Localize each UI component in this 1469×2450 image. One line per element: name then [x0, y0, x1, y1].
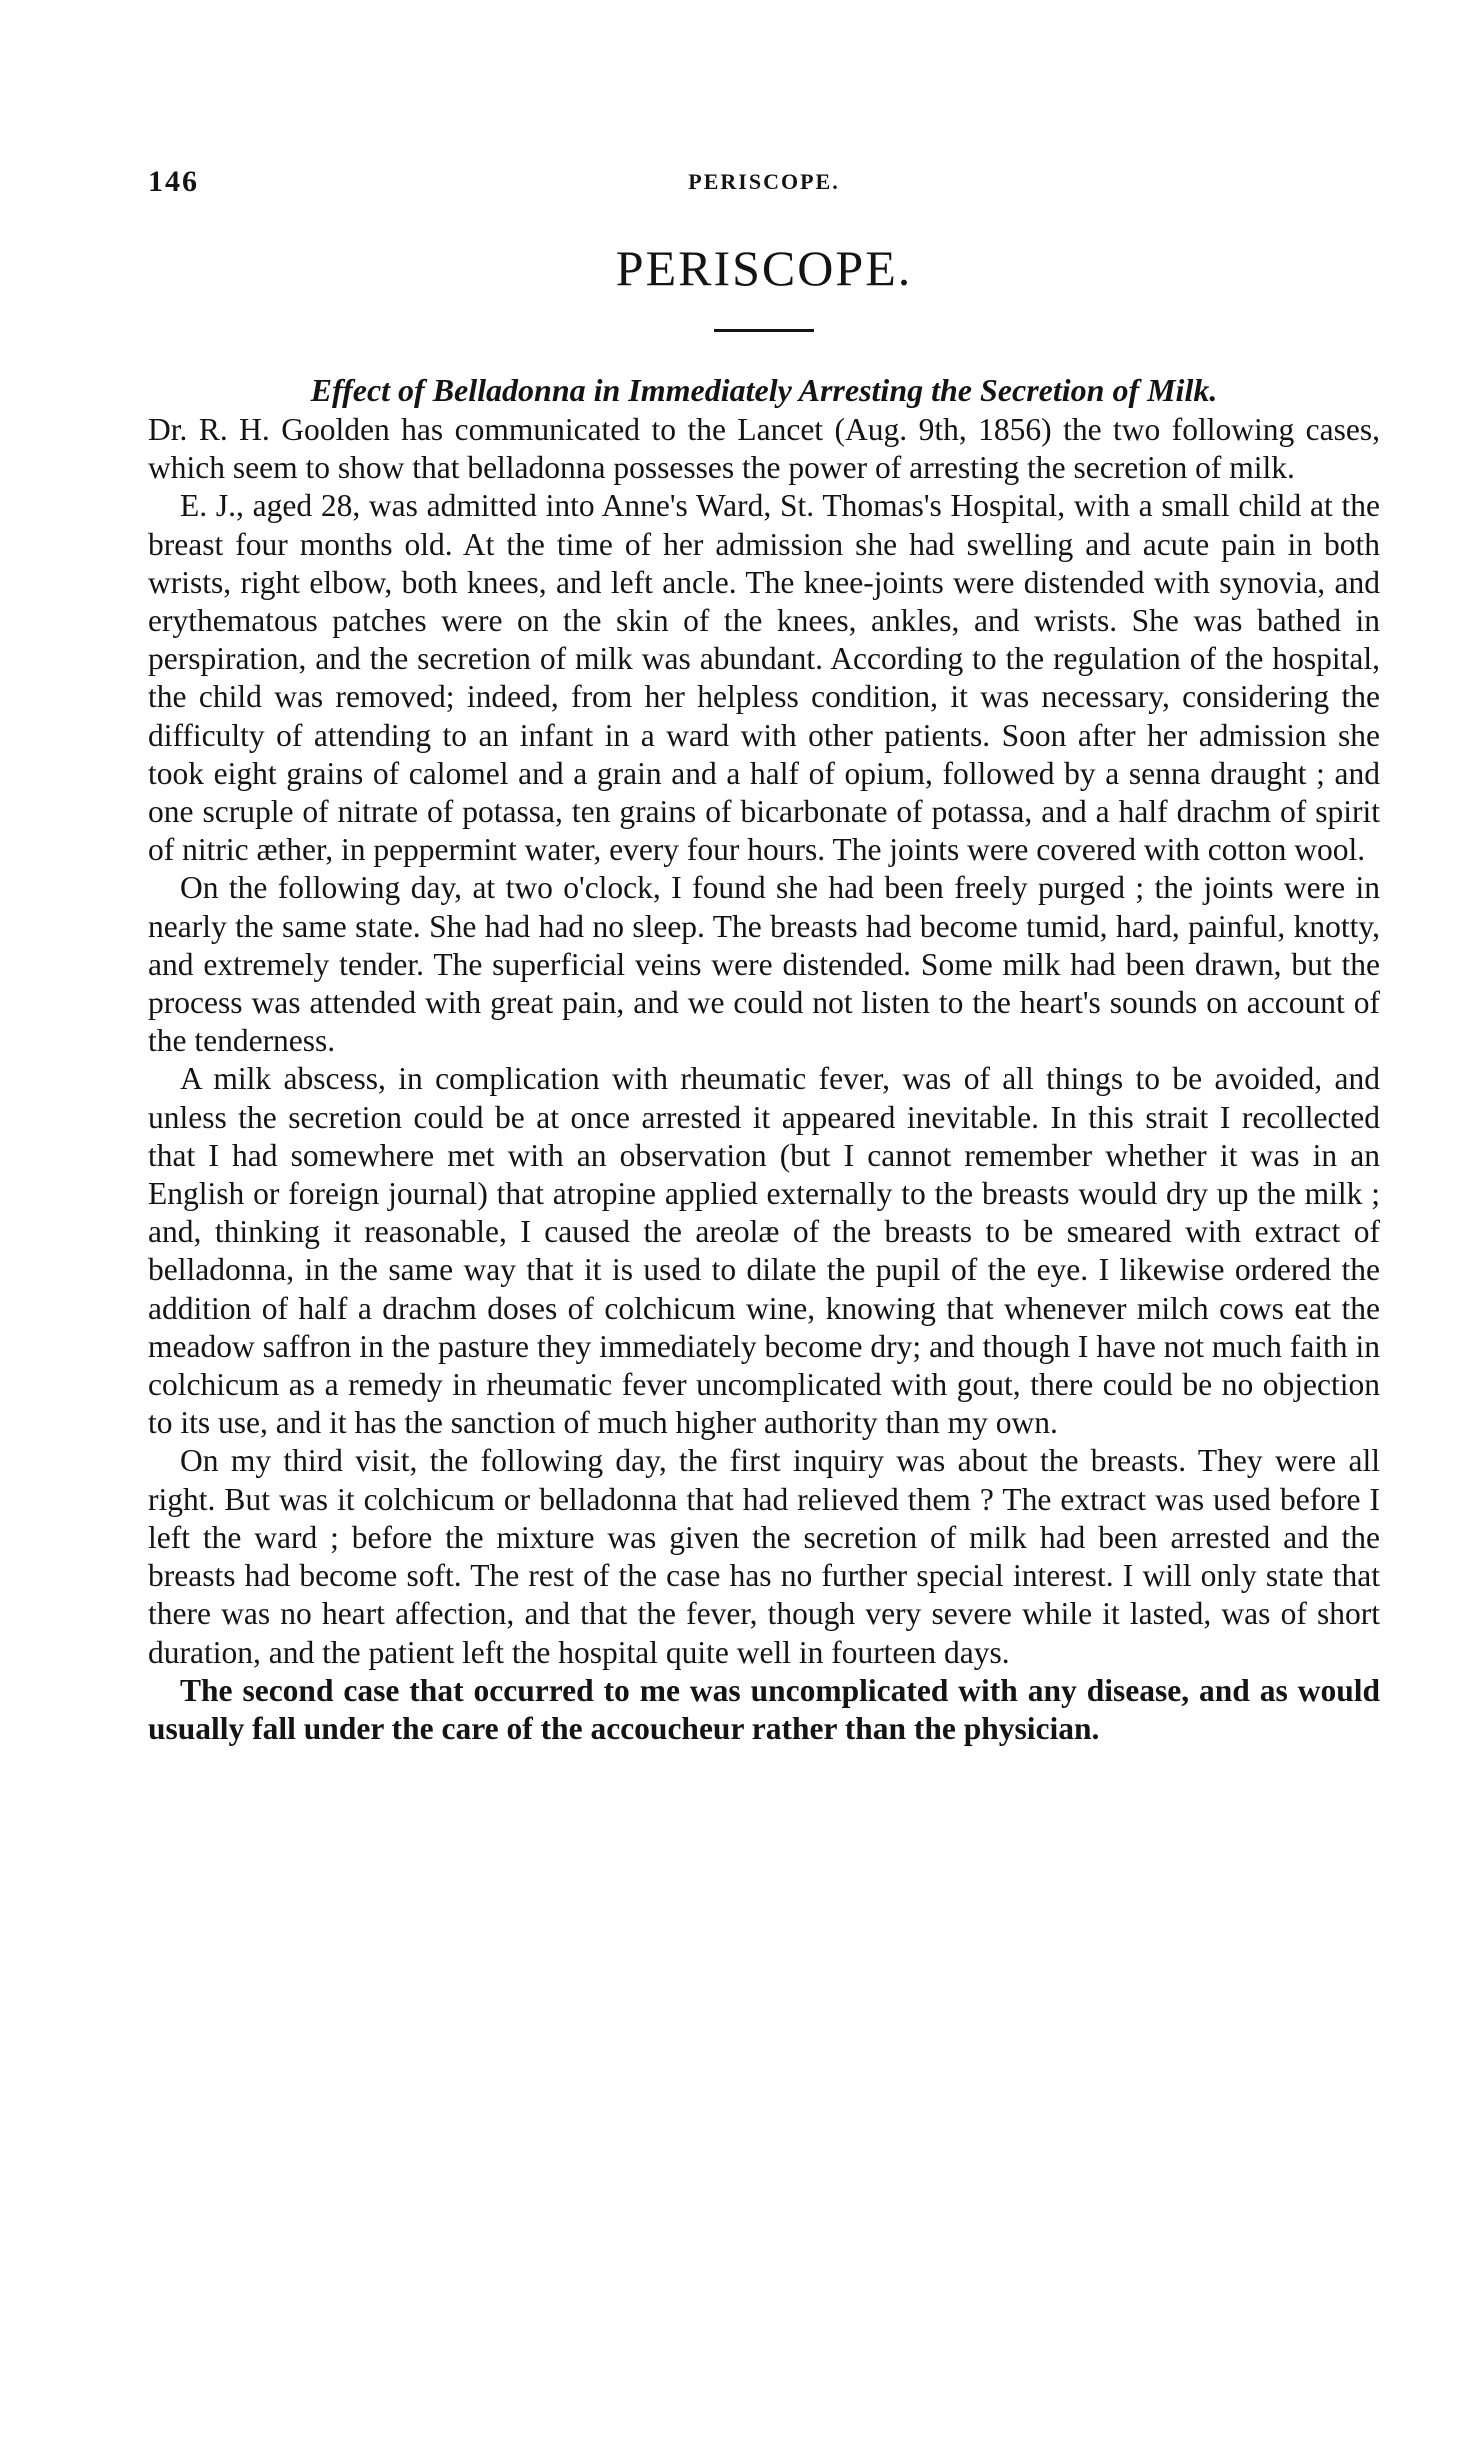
title-divider: [714, 329, 814, 332]
section-title: PERISCOPE.: [615, 240, 913, 296]
running-title: PERISCOPE.: [688, 169, 840, 194]
paragraph-2: E. J., aged 28, was admitted into Anne's Ward, St. Thomas's Hospital, with a small child at the breast four months old. At the time of her admission she had swelling and acute pain in both wrists, right elbow, both knees, and left ancle. The knee-joints were distended with synovia, and erythematous patches were on the skin of the knees, ankles, and wrists. She was bathed in perspiration, and the secretion of milk was abundant. According to the regulation of the hospital, the child was removed; indeed, from her helpless condition, it was necessary, considering the difficulty of attending to an infant in a ward with other patients. Soon after her admission she took eight grains of calomel and a grain and a half of opium, followed by a senna draught ; and one scruple of nitrate of potassa, ten grains of bicarbonate of potassa, and a half drachm of spirit of nitric æther, in peppermint water, every four hours. The joints were covered with cotton wool.: [148, 488, 1380, 868]
page-number: 146: [148, 165, 199, 198]
paragraph-3: On the following day, at two o'clock, I found she had been freely purged ; the joints were in nearly the same state. She had had no sleep. The breasts had become tumid, hard, painful, knotty, and extremely tender. The superficial veins were distended. Some milk had been drawn, but the process was attended with great pain, and we could not listen to the heart's sounds on account of the tenderness.: [148, 870, 1380, 1059]
paragraph-6: The second case that occurred to me was uncomplicated with any disease, and as would usually fall under the care of the accoucheur rather than the physician.: [148, 1672, 1380, 1746]
document-page: [148, 165, 1380, 1748]
paragraph-1: Dr. R. H. Goolden has communicated to the Lancet (Aug. 9th, 1856) the two following cases, which seem to show that belladonna possesses the power of arresting the secretion of milk.: [148, 412, 1380, 486]
running-header: [148, 165, 1380, 205]
article-title: Effect of Belladonna in Immediately Arresting the Secretion of Milk.: [310, 372, 1218, 408]
paragraph-4: A milk abscess, in complication with rheumatic fever, was of all things to be avoided, and unless the secretion could be at once arrested it appeared inevitable. In this strait I recollected that I had somewhere met with an observation (but I cannot remember whether it was in an English or foreign journal) that atropine applied externally to the breasts would dry up the milk ; and, thinking it reasonable, I caused the areolæ of the breasts to be smeared with extract of belladonna, in the same way that it is used to dilate the pupil of the eye. I likewise ordered the addition of half a drachm doses of colchicum wine, knowing that whenever milch cows eat the meadow saffron in the pasture they immediately become dry; and though I have not much faith in colchicum as a remedy in rheumatic fever uncomplicated with gout, there could be no objection to its use, and it has the sanction of much higher authority than my own.: [148, 1061, 1380, 1441]
paragraph-5: On my third visit, the following day, the first inquiry was about the breasts. They were all right. But was it colchicum or belladonna that had relieved them ? The extract was used before I left the ward ; before the mixture was given the secretion of milk had been arrested and the breasts had become soft. The rest of the case has no further special interest. I will only state that there was no heart affection, and that the fever, though very severe while it lasted, was of short duration, and the patient left the hospital quite well in fourteen days.: [148, 1443, 1380, 1670]
